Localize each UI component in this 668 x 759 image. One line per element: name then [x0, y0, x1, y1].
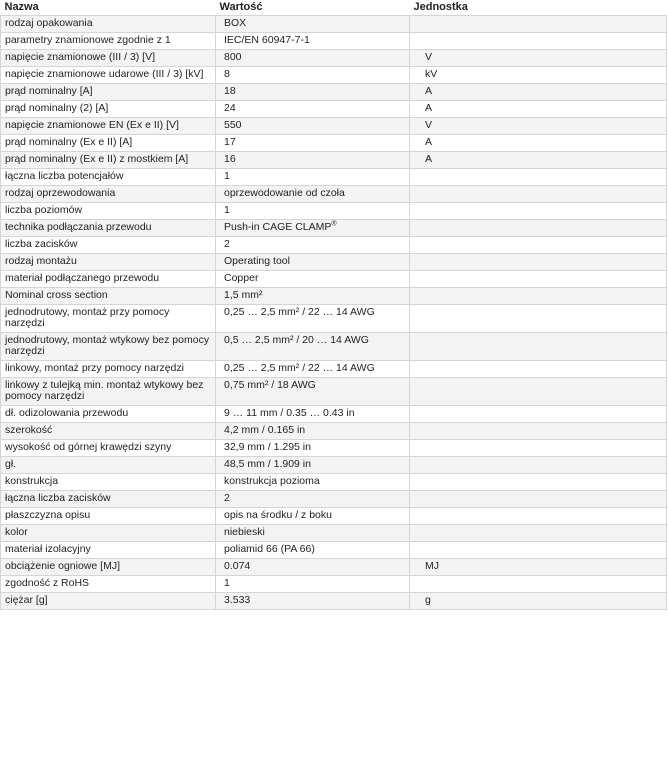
cell-value [216, 378, 410, 406]
cell-value [216, 423, 410, 440]
cell-unit [410, 542, 667, 559]
table-row [1, 593, 667, 610]
header-row [1, 0, 667, 16]
cell-unit [410, 423, 667, 440]
value-text: BOX [224, 17, 247, 29]
value-text: 1 [224, 577, 230, 589]
cell-unit: V [410, 118, 667, 135]
cell-name: materiał izolacyjny [1, 542, 216, 559]
cell-name: napięcie znamionowe EN (Ex e II) [V] [1, 118, 216, 135]
header-value: Wartość [219, 0, 263, 13]
cell-unit: A [410, 84, 667, 101]
cell-value [216, 508, 410, 525]
cell-name: materiał podłączanego przewodu [1, 271, 216, 288]
cell-value [216, 525, 410, 542]
cell-unit: MJ [410, 559, 667, 576]
value-text: 0,25 … 2,5 mm² / 22 … 14 AWG [224, 306, 375, 318]
value-text: oprzewodowanie od czoła [224, 187, 345, 199]
value-text: Push-in CAGE CLAMP [224, 221, 332, 233]
cell-name: liczba poziomów [1, 203, 216, 220]
cell-name: konstrukcja [1, 474, 216, 491]
cell-value [216, 169, 410, 186]
value-text: niebieski [224, 526, 265, 538]
cell-name: płaszczyzna opisu [1, 508, 216, 525]
cell-value [216, 203, 410, 220]
cell-value [216, 406, 410, 423]
cell-unit: A [410, 152, 667, 169]
table-row [1, 33, 667, 50]
cell-unit: V [410, 50, 667, 67]
table-row [1, 559, 667, 576]
table-row [1, 169, 667, 186]
cell-name: liczba zacisków [1, 237, 216, 254]
table-row [1, 203, 667, 220]
table-row [1, 333, 667, 361]
table-row [1, 491, 667, 508]
cell-unit [410, 16, 667, 33]
table-row [1, 305, 667, 333]
value-text: 1,5 mm² [224, 289, 263, 301]
value-text: opis na środku / z boku [224, 509, 332, 521]
value-text: 0,25 … 2,5 mm² / 22 … 14 AWG [224, 362, 375, 374]
cell-unit: A [410, 101, 667, 118]
cell-name: łączna liczba zacisków [1, 491, 216, 508]
value-text: 8 [224, 68, 230, 80]
cell-value [216, 491, 410, 508]
value-text: 2 [224, 238, 230, 250]
cell-unit [410, 220, 667, 237]
cell-unit [410, 508, 667, 525]
cell-unit [410, 333, 667, 361]
value-text: 0,5 … 2,5 mm² / 20 … 14 AWG [224, 334, 369, 346]
cell-value [216, 559, 410, 576]
cell-name: rodzaj opakowania [1, 16, 216, 33]
cell-unit [410, 271, 667, 288]
table-row [1, 118, 667, 135]
cell-value [216, 542, 410, 559]
cell-value [216, 186, 410, 203]
cell-unit [410, 169, 667, 186]
table-row [1, 542, 667, 559]
table-row [1, 361, 667, 378]
table-header [1, 0, 667, 16]
cell-value [216, 84, 410, 101]
cell-name: napięcie znamionowe (III / 3) [V] [1, 50, 216, 67]
table-body [1, 16, 667, 610]
table-row [1, 271, 667, 288]
table-row [1, 152, 667, 169]
cell-name: prąd nominalny (2) [A] [1, 101, 216, 118]
cell-name: kolor [1, 525, 216, 542]
value-text: 0.074 [224, 560, 251, 572]
cell-unit: A [410, 135, 667, 152]
table-row [1, 220, 667, 237]
cell-value [216, 50, 410, 67]
cell-value [216, 440, 410, 457]
cell-value [216, 333, 410, 361]
table-row [1, 50, 667, 67]
table-row [1, 440, 667, 457]
value-text: 18 [224, 85, 236, 97]
value-text: 32,9 mm / 1.295 in [224, 441, 311, 453]
table-row [1, 474, 667, 491]
header-unit: Jednostka [413, 0, 468, 13]
cell-name: Nominal cross section [1, 288, 216, 305]
cell-unit [410, 203, 667, 220]
value-text: poliamid 66 (PA 66) [224, 543, 315, 555]
cell-value [216, 152, 410, 169]
value-text: Copper [224, 272, 259, 284]
cell-unit [410, 491, 667, 508]
header-name: Nazwa [4, 0, 39, 13]
table-row [1, 16, 667, 33]
cell-value [216, 254, 410, 271]
value-text: 550 [224, 119, 242, 131]
cell-unit: kV [410, 67, 667, 84]
cell-value [216, 361, 410, 378]
cell-unit [410, 474, 667, 491]
table-row [1, 525, 667, 542]
value-text: 2 [224, 492, 230, 504]
table-row [1, 288, 667, 305]
table-row [1, 101, 667, 118]
cell-unit [410, 288, 667, 305]
cell-unit [410, 457, 667, 474]
cell-name: linkowy z tulejką min. montaż wtykowy bez pomocy narzędzi [1, 378, 216, 406]
value-text: 800 [224, 51, 242, 63]
cell-name: szerokość [1, 423, 216, 440]
value-text: 9 … 11 mm / 0.35 … 0.43 in [224, 407, 355, 419]
value-text: 48,5 mm / 1.909 in [224, 458, 311, 470]
value-text: 1 [224, 204, 230, 216]
table-row [1, 423, 667, 440]
cell-name: jednodrutowy, montaż przy pomocy narzędzi [1, 305, 216, 333]
value-text: konstrukcja pozioma [224, 475, 320, 487]
cell-unit [410, 406, 667, 423]
table-row [1, 254, 667, 271]
cell-value [216, 220, 410, 237]
table-row [1, 508, 667, 525]
cell-value [216, 593, 410, 610]
cell-name: prąd nominalny (Ex e II) [A] [1, 135, 216, 152]
cell-name: gł. [1, 457, 216, 474]
cell-value [216, 16, 410, 33]
cell-unit [410, 254, 667, 271]
cell-value [216, 33, 410, 50]
value-text: Operating tool [224, 255, 290, 267]
cell-name: ciężar [g] [1, 593, 216, 610]
value-text: 0,75 mm² / 18 AWG [224, 379, 316, 391]
cell-name: rodzaj oprzewodowania [1, 186, 216, 203]
cell-name: zgodność z RoHS [1, 576, 216, 593]
registered-mark: ® [331, 220, 337, 228]
cell-unit [410, 186, 667, 203]
cell-unit [410, 237, 667, 254]
cell-name: parametry znamionowe zgodnie z 1 [1, 33, 216, 50]
cell-name: wysokość od górnej krawędzi szyny [1, 440, 216, 457]
cell-unit [410, 33, 667, 50]
value-text: 1 [224, 170, 230, 182]
cell-value [216, 237, 410, 254]
cell-value [216, 576, 410, 593]
cell-name: jednodrutowy, montaż wtykowy bez pomocy narzędzi [1, 333, 216, 361]
cell-value [216, 288, 410, 305]
table-row [1, 237, 667, 254]
cell-name: prąd nominalny (Ex e II) z mostkiem [A] [1, 152, 216, 169]
cell-value [216, 305, 410, 333]
value-text: 24 [224, 102, 236, 114]
value-text: 16 [224, 153, 236, 165]
cell-name: rodzaj montażu [1, 254, 216, 271]
cell-name: obciążenie ogniowe [MJ] [1, 559, 216, 576]
cell-name: prąd nominalny [A] [1, 84, 216, 101]
cell-unit: g [410, 593, 667, 610]
cell-name: łączna liczba potencjałów [1, 169, 216, 186]
cell-value [216, 101, 410, 118]
table-row [1, 457, 667, 474]
cell-unit [410, 305, 667, 333]
cell-value [216, 118, 410, 135]
value-text: IEC/EN 60947-7-1 [224, 34, 310, 46]
table-row [1, 135, 667, 152]
cell-value [216, 67, 410, 84]
table-row [1, 406, 667, 423]
table-row [1, 67, 667, 84]
cell-unit [410, 576, 667, 593]
cell-name: technika podłączania przewodu [1, 220, 216, 237]
table-row [1, 576, 667, 593]
cell-unit [410, 361, 667, 378]
cell-name: napięcie znamionowe udarowe (III / 3) [kV] [1, 67, 216, 84]
cell-value [216, 135, 410, 152]
cell-unit [410, 525, 667, 542]
cell-name: dł. odizolowania przewodu [1, 406, 216, 423]
cell-value [216, 457, 410, 474]
table-row [1, 378, 667, 406]
value-text: 3.533 [224, 594, 251, 606]
cell-unit [410, 378, 667, 406]
value-text: 4,2 mm / 0.165 in [224, 424, 306, 436]
cell-unit [410, 440, 667, 457]
table-row [1, 186, 667, 203]
value-text: 17 [224, 136, 236, 148]
cell-value [216, 474, 410, 491]
table-row [1, 84, 667, 101]
cell-name: linkowy, montaż przy pomocy narzędzi [1, 361, 216, 378]
cell-value [216, 271, 410, 288]
